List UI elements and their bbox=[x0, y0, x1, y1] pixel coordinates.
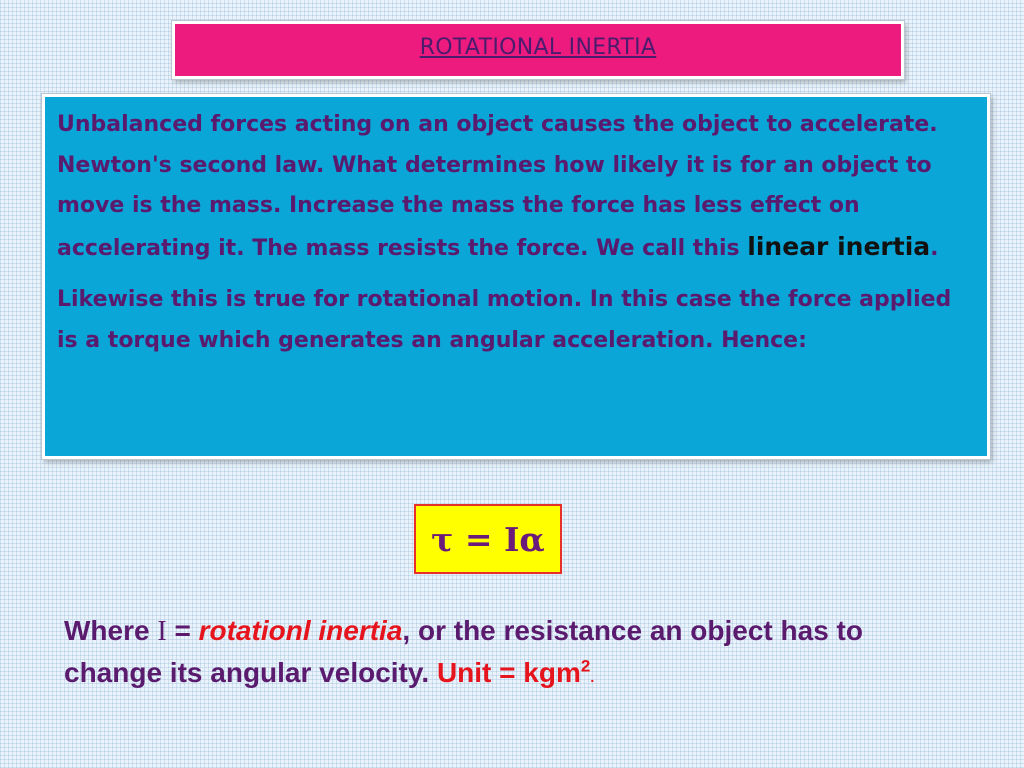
equals-sign: = bbox=[166, 615, 199, 646]
torque-formula: τ = Iα bbox=[431, 519, 545, 559]
unit-label: Unit = kgm bbox=[436, 657, 581, 688]
unit-exponent: 2 bbox=[580, 656, 591, 676]
slide-title: ROTATIONAL INERTIA bbox=[419, 35, 657, 60]
title-banner bbox=[172, 21, 904, 79]
paragraph1-end: . bbox=[930, 235, 939, 261]
rotational-inertia-term: rotationl inertia bbox=[198, 615, 403, 646]
explanation-box bbox=[42, 94, 990, 459]
unit-end: . bbox=[590, 669, 595, 685]
where-prefix: Where bbox=[64, 615, 158, 646]
linear-inertia-term: linear inertia bbox=[747, 231, 931, 261]
paragraph-rotational: Likewise this is true for rotational motion. In this case the force applied is a torque which generates an angular acceleration. Hence: bbox=[57, 287, 952, 353]
inertia-symbol: I bbox=[157, 616, 167, 647]
formula-box bbox=[414, 504, 562, 574]
paragraph-linear-inertia bbox=[57, 105, 969, 269]
definition-middle: , or the resistance an object has to change its angular velocity. bbox=[64, 615, 863, 688]
definition-text bbox=[64, 610, 964, 698]
paragraph1-text: Unbalanced forces acting on an object causes the object to accelerate. Newton's second law. What determines how likely it is for an object to move is the mass. Increase the mass the force has less effect on accelerating it. The mass resists the force. We call this bbox=[57, 112, 938, 261]
